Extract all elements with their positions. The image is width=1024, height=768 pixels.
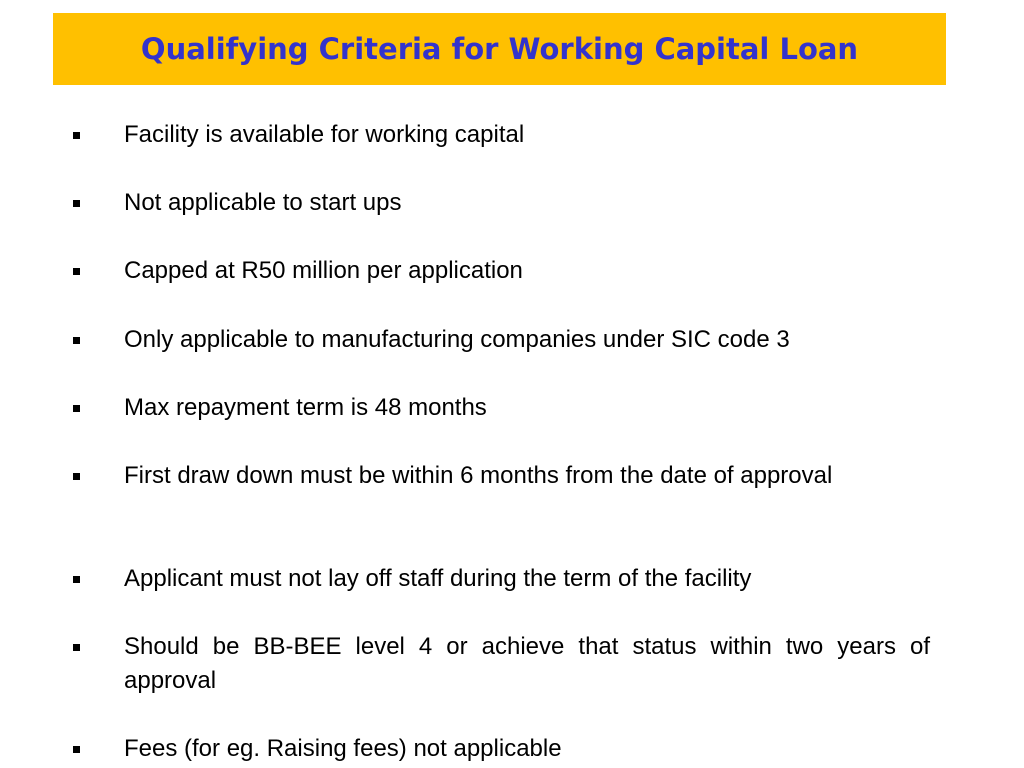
list-item-text: Only applicable to manufacturing companies under SIC code 3 — [124, 326, 790, 353]
list-item-text: Max repayment term is 48 months — [124, 394, 487, 421]
square-bullet-icon — [73, 132, 80, 139]
list-item-text: Facility is available for working capital — [124, 121, 525, 148]
list-item-text: Should be BB-BEE level 4 or achieve that status within two years of approval — [124, 633, 930, 694]
square-bullet-icon — [73, 268, 80, 275]
list-item-text: Fees (for eg. Raising fees) not applicable — [124, 735, 562, 762]
list-item-text: Not applicable to start ups — [124, 189, 402, 216]
square-bullet-icon — [73, 337, 80, 344]
list-item-text: Capped at R50 million per application — [124, 257, 523, 284]
square-bullet-icon — [73, 200, 80, 207]
square-bullet-icon — [73, 576, 80, 583]
square-bullet-icon — [73, 746, 80, 753]
slide-title: Qualifying Criteria for Working Capital Loan — [140, 32, 859, 66]
list-item-text: Applicant must not lay off staff during the term of the facility — [124, 565, 752, 592]
square-bullet-icon — [73, 473, 80, 480]
list-item-text: First draw down must be within 6 months from the date of approval — [124, 462, 833, 489]
square-bullet-icon — [73, 405, 80, 412]
square-bullet-icon — [73, 644, 80, 651]
